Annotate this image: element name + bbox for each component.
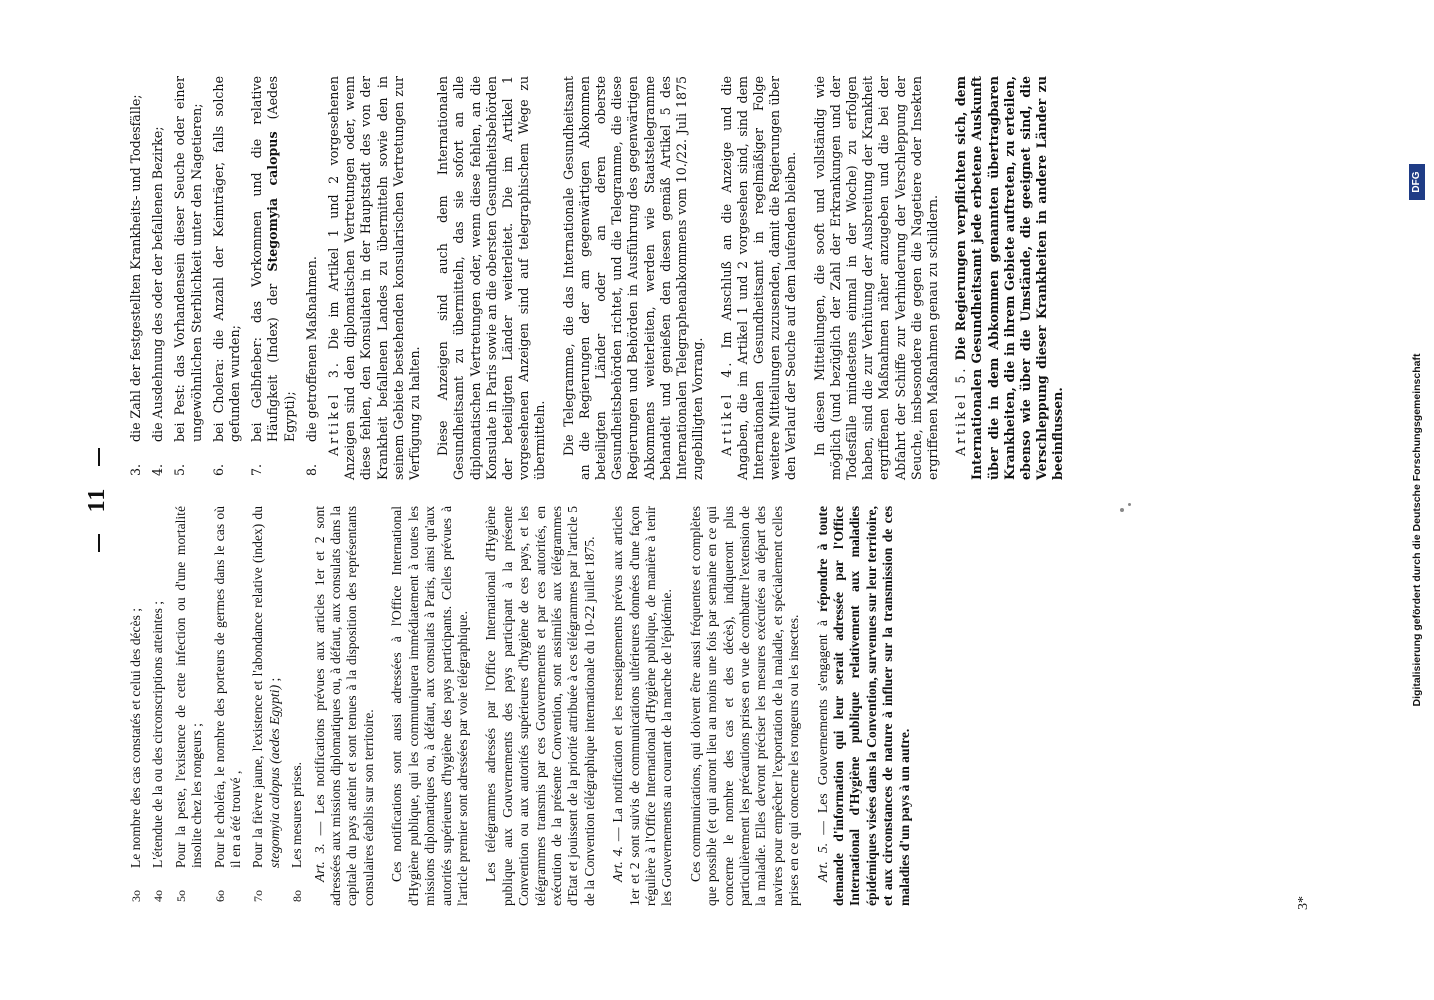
list-item <box>150 76 166 480</box>
paragraph-text: — Les Gouvernements s'engagent à <box>814 611 830 835</box>
french-column <box>128 506 925 906</box>
item-text: die Ausdehnung des oder der befallenen Bezirke; <box>150 126 166 442</box>
item-text: Le nombre des cas constatés et celui des décès ; <box>128 607 143 868</box>
paragraph-text: — La notification et les renseignements prévus aux articles 1er et 2 sont suivis de communications ultérieures données d'une façon régulière à l'Office International d'Hygiène publique, de manière à tenir les Gouvernements au courant de la marche de l'épidémie. <box>610 506 675 906</box>
item-number: 3. <box>128 463 143 476</box>
item-text-bold: Stegomyia calopus <box>265 131 281 272</box>
item-text: Pour la fièvre jaune, l'existence et l'abondance relative (index) du <box>250 506 266 868</box>
list-item <box>211 76 243 480</box>
item-number: 4. <box>150 463 166 476</box>
list-item <box>304 76 320 480</box>
page-header <box>84 0 124 1000</box>
article-3-paragraph <box>326 76 423 480</box>
article-label: Art. 4. <box>610 846 626 882</box>
header-dash-right <box>98 448 100 466</box>
item-text: ; <box>266 677 282 685</box>
article-label: Art. 3. <box>311 843 327 882</box>
item-number: 3o <box>129 890 143 902</box>
list-item <box>128 76 144 480</box>
item-number: 7o <box>251 890 266 902</box>
item-number: 4o <box>151 890 166 902</box>
item-number: 6. <box>210 463 226 476</box>
article-4-paragraph <box>610 506 676 906</box>
list-item <box>128 506 144 906</box>
item-number: 6o <box>212 890 227 902</box>
article-3-paragraph <box>312 506 378 906</box>
item-number: 5. <box>172 463 188 476</box>
digitization-sidebar <box>1406 150 1430 850</box>
item-text: bei Gelbfieber: das Vorkommen und die relative Häufigkeit (Index) der <box>249 76 281 442</box>
article-label: Art. 5. <box>814 842 830 882</box>
item-text: bei Pest: das Vorhandensein dieser Seuche oder einer ungewöhnlichen Sterblichkeit unter den Nagetieren; <box>172 76 204 442</box>
signature-mark: 3* <box>1296 896 1311 910</box>
german-column <box>128 76 1079 480</box>
article-3-paragraph-2: Ces notifications sont aussi adressées à l'Office International d'Hygiène publique, qui les communiquera immédiatement à toutes les missions diplomatiques ou, à défaut, aux consulats à Paris, ainsi qu'aux autorités supérieures d'hygiène des pays participants. Celles prévues à l'article premier sont adressées par voie télégraphique. <box>389 506 470 906</box>
article-3-paragraph-2: Diese Anzeigen sind auch dem Internationalen Gesundheitsamt zu übermitteln, das sie sofort an alle diplomatischen Vertretungen oder, wenn diese fehlen, an die Konsulate in Paris sowie an die obersten Gesundheitsbehörden der beteiligten Länder weiterleitet. Die im Artikel 1 vorgesehenen Anzeigen sind auf telegraphischem Wege zu übermitteln. <box>435 76 548 480</box>
article-label: Artikel 4. <box>718 359 734 456</box>
list-item <box>212 506 245 906</box>
article-4-paragraph-2: In diesen Mitteilungen, die sooft und vollständig wie möglich (und bezüglich der Zahl der Erkrankungen und der Todesfälle mindestens einmal in der Woche) zu erfolgen haben, sind die zur Verhütung der Ausbreitung der Krankheit ergriffenen Maßnahmen näher anzugeben und die bei der Abfahrt der Schiffe zur Verhinderung der Verschleppung der Seuche, insbesondere die gegen die Nagetiere oder Insekten ergriffenen Maßnahmen genau zu schildern. <box>811 76 940 480</box>
list-item <box>150 506 166 906</box>
item-text: die Zahl der festgestellten Krankheits- und Todesfälle; <box>128 94 143 442</box>
paragraph-text: Die im Artikel 1 und 2 vorgesehenen Anzeigen sind den diplomatischen Vertretungen oder, wenn diese fehlen, den Konsulaten in der Hauptstadt des von der Krankheit befallenen Landes zu übermitteln sowie den in seinem Gebiete bestehenden konsularischen Vertretungen zur Verfügung zu halten. <box>326 76 423 480</box>
item-number: 8o <box>290 890 305 902</box>
item-text: Pour la peste, l'existence de cette infection ou d'une mortalité insolite chez les rongeurs ; <box>172 506 205 868</box>
paragraph-text: Im Anschluß an die Anzeige und die Angaben, die im Artikel 1 und 2 vorgesehen sind, sind dem Internationalen Gesundheitsamt in regelmäßiger Folge weitere Mitteilungen zuzusenden, damit die Regierungen über den Verlauf der Seuche auf dem laufenden bleiben. <box>718 76 799 480</box>
item-number: 5o <box>173 890 188 902</box>
list-item <box>289 506 305 906</box>
article-label: Artikel 5. <box>953 365 969 456</box>
scan-speck <box>1120 508 1124 512</box>
item-text: Pour le choléra, le nombre des porteurs de germes dans le cas où il en a été trouvé , <box>211 506 244 868</box>
article-4-paragraph <box>719 76 800 480</box>
list-item <box>172 76 204 480</box>
article-3-paragraph-3: Die Telegramme, die das Internationale Gesundheitsamt an die Regierungen der am gegenwärtigen Abkommen beteiligten Länder oder an deren oberste Gesundheitsbehörden richtet, und die Telegramme, die diese Regierungen und Behörden in Ausführung des gegenwärtigen Abkommens weiterleiten, werden wie Staatstelegramme behandelt und genießen den diesen gemäß Artikel 5 des Internationalen Telegraphenabkommens vom 10./22. Juli 1875 zugebilligten Vorrang. <box>560 76 706 480</box>
paragraph-text-bold: répondre à toute demande d'information qui leur serait adressée par l'Office International d'Hygiène publique relativement aux maladies épidémiques visées dans la Convention, survenues sur leur territoire, et aux circonstances de nature à influer sur la transmission de ces maladies d'un pays à un autre. <box>814 506 912 906</box>
item-number: 8. <box>303 463 319 476</box>
item-text: L'étendue de la ou des circonscriptions atteintes ; <box>150 600 166 868</box>
list-item <box>250 506 283 906</box>
paragraph-text: — Les notifications prévues aux articles 1er et 2 sont adressées aux missions diplomatiques ou, à défaut, aux consulats dans la capitale du pays atteint et sont tenues à la disposition des représentants consulaires établis sur son territoire. <box>311 506 376 906</box>
item-text: Les mesures prises. <box>289 761 305 868</box>
item-text: bei Cholera: die Anzahl der Keimträger, falls solche gefunden wurden; <box>210 76 243 442</box>
scan-speck <box>1128 503 1131 506</box>
page-number: 11 <box>84 487 110 513</box>
dfg-logo: DFG <box>1409 164 1425 200</box>
article-5-paragraph <box>953 76 1066 480</box>
article-3-paragraph-3: Les télégrammes adressés par l'Office International d'Hygiène publique aux Gouvernements des pays participant à la présente Convention ou aux autorités supérieures d'hygiène de ces pays, et les télégrammes transmis par ces Gouvernements et par ces autorités, en exécution de la présente Convention, sont assimilés aux télégrammes d'Etat et jouissent de la priorité attribuée à ces télégrammes par l'article 5 de la Convention télégraphique internationale du 10-22 juillet 1875. <box>483 506 597 906</box>
paragraph-text-bold: Die Regierungen verpflichten sich, dem Internationalen Gesundheitsamt jede erbetene Auskunft über die in dem Abkommen genannten übertragbaren Krankheiten, die in ihrem Gebiete auftreten, zu erteilen, ebenso wie über die Umstände, die geeignet sind, die Verschleppung dieser Krankheiten in andere Länder zu beeinflussen. <box>953 76 1066 480</box>
item-text: die getroffenen Maßnahmen. <box>303 256 319 442</box>
item-number: 7. <box>249 463 265 476</box>
list-item <box>249 76 298 480</box>
article-label: Artikel 3. <box>326 360 342 456</box>
article-4-paragraph-2: Ces communications, qui doivent être aussi fréquentes et complètes que possible (et qui auront lieu au moins une fois par semaine en ce qui concerne le nombre des cas et des décès), indiqueront plus particulièrement les précautions prises en vue de combattre l'extension de la maladie. Elles devront préciser les mesures exécutées au départ des navires pour empêcher l'exportation de la maladie, et spécialement celles prises en ce qui concerne les rongeurs ou les insectes. <box>687 506 802 906</box>
list-item <box>173 506 206 906</box>
item-text-italic: stegomyia calopus (aedes Egypti) <box>266 684 282 868</box>
digitization-credit: Digitalisierung gefördert durch die Deutsche Forschungsgemeinschaft <box>1411 353 1423 707</box>
item-text: (Aedes Egypti); <box>265 75 297 442</box>
article-5-paragraph <box>815 506 913 906</box>
